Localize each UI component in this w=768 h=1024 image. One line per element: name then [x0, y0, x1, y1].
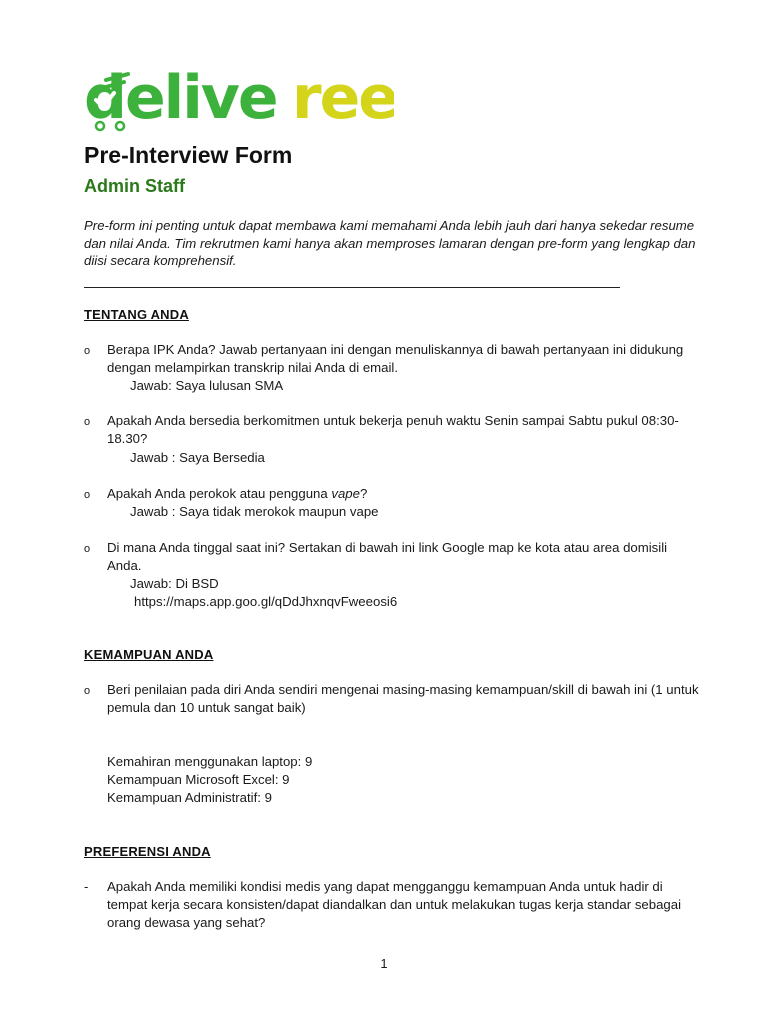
page-number: 1 — [380, 956, 388, 971]
form-title: Pre-Interview Form — [84, 142, 293, 168]
deliveree-logo-graphic — [84, 66, 394, 136]
question-domicile — [84, 539, 704, 575]
question-smoker — [84, 485, 704, 503]
question-commitment — [84, 412, 704, 448]
bullet-mark: o — [84, 416, 91, 428]
question-text: Apakah Anda perokok atau pengguna vape? — [107, 486, 368, 501]
answer-ipk: Jawab: Saya lulusan SMA — [130, 378, 284, 393]
skill-rating-excel: Kemampuan Microsoft Excel: 9 — [107, 772, 290, 787]
bullet-mark: o — [84, 345, 91, 357]
question-text: Apakah Anda memiliki kondisi medis yang dapat mengganggu kemampuan Anda untuk hadir di tempat kerja secara konsisten/dapat diandalkan dan untuk melakukan tugas kerja standar sebagai orang dewasa yang sehat? — [107, 879, 682, 930]
form-subtitle: Admin Staff — [84, 176, 185, 196]
section-heading-preferensi: PREFERENSI ANDA — [84, 844, 211, 859]
skill-ratings-list — [107, 753, 312, 807]
svg-text:delive: delive — [84, 66, 277, 133]
question-skill-rating — [84, 681, 704, 717]
question-text: Di mana Anda tinggal saat ini? Sertakan di bawah ini link Google map ke kota atau area domisili Anda. — [107, 540, 668, 573]
bullet-mark: o — [84, 685, 91, 697]
skill-rating-admin: Kemampuan Administratif: 9 — [107, 790, 272, 805]
svg-text:ree: ree — [292, 66, 394, 133]
dash-mark: - — [84, 879, 89, 894]
question-text: Beri penilaian pada diri Anda sendiri mengenai masing-masing kemampuan/skill di bawah ini (1 untuk pemula dan 10 untuk sangat baik) — [107, 682, 699, 715]
question-text: Apakah Anda bersedia berkomitmen untuk bekerja penuh waktu Senin sampai Sabtu pukul 08:30-18.30? — [107, 413, 679, 446]
section-heading-tentang: TENTANG ANDA — [84, 307, 189, 322]
question-text: Berapa IPK Anda? Jawab pertanyaan ini dengan menuliskannya di bawah pertanyaan ini didukung dengan melampirkan transkrip nilai Anda di email. — [107, 342, 684, 375]
bullet-mark: o — [84, 543, 91, 555]
maps-link[interactable]: https://maps.app.goo.gl/qDdJhxnqvFweeosi6 — [134, 594, 398, 609]
section-heading-kemampuan: KEMAMPUAN ANDA — [84, 647, 214, 662]
skill-rating-laptop: Kemahiran menggunakan laptop: 9 — [107, 754, 313, 769]
intro-paragraph: Pre-form ini penting untuk dapat membawa kami memahami Anda lebih jauh dari hanya sekedar resume dan nilai Anda. Tim rekrutmen kami hanya akan memproses lamaran dengan pre-form yang lengkap dan diisi secara komprehensif. — [84, 218, 696, 269]
question-medical — [84, 878, 704, 932]
answer-commitment: Jawab : Saya Bersedia — [130, 450, 265, 465]
deliveree-logo — [84, 66, 394, 136]
answer-domicile: Jawab: Di BSD — [130, 576, 219, 591]
bullet-mark: o — [84, 489, 91, 501]
divider-line — [84, 287, 620, 288]
question-ipk — [84, 341, 704, 377]
answer-smoker: Jawab : Saya tidak merokok maupun vape — [130, 504, 379, 519]
